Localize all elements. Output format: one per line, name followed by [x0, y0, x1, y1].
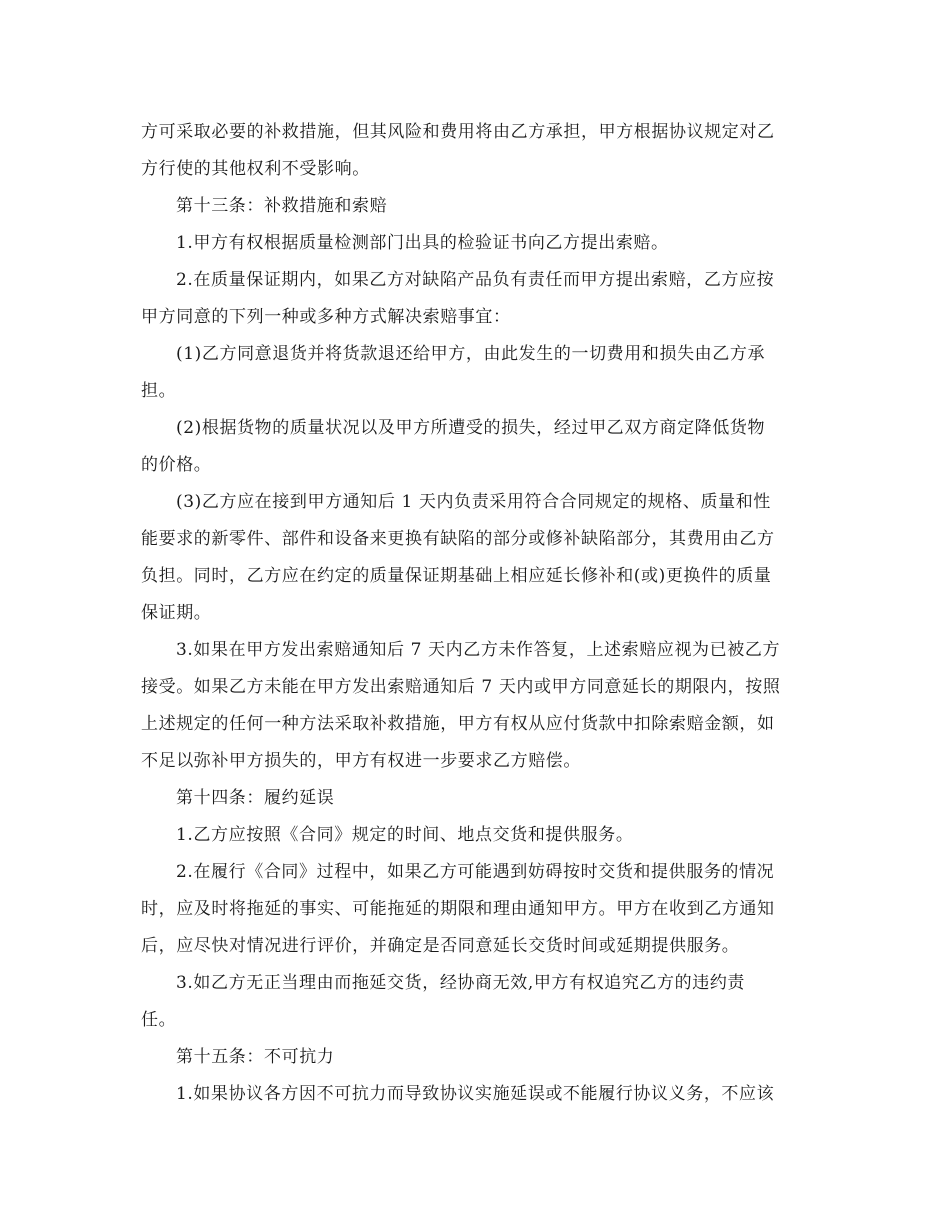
- paragraph-line: (1)乙方同意退货并将货款退还给甲方，由此发生的一切费用和损失由乙方承: [176, 344, 766, 364]
- paragraph-line: 能要求的新零件、部件和设备来更换有缺陷的部分或修补缺陷部分，其费用由乙方: [141, 529, 775, 549]
- paragraph-line: (3)乙方应在接到甲方通知后 1 天内负责采用符合合同规定的规格、质量和性: [176, 492, 771, 512]
- paragraph-line: 任。: [141, 1010, 177, 1030]
- paragraph-line: 负担。同时，乙方应在约定的质量保证期基础上相应延长修补和(或)更换件的质量: [141, 566, 772, 586]
- paragraph-line: 甲方同意的下列一种或多种方式解决索赔事宜：: [141, 307, 511, 327]
- section-heading: 第十三条：补救措施和索赔: [176, 196, 388, 216]
- section-heading: 第十五条：不可抗力: [176, 1047, 335, 1067]
- paragraph-line: 后，应尽快对情况进行评价，并确定是否同意延长交货时间或延期提供服务。: [141, 936, 740, 956]
- paragraph-line: 1.如果协议各方因不可抗力而导致协议实施延误或不能履行协议义务，不应该: [176, 1084, 775, 1104]
- paragraph-line: 保证期。: [141, 603, 212, 623]
- paragraph-line: 3.如果在甲方发出索赔通知后 7 天内乙方未作答复，上述索赔应视为已被乙方: [176, 640, 781, 660]
- paragraph-line: 方行使的其他权利不受影响。: [141, 159, 370, 179]
- paragraph-line: (2)根据货物的质量状况以及甲方所遭受的损失，经过甲乙双方商定降低货物: [176, 418, 766, 438]
- paragraph-line: 上述规定的任何一种方法采取补救措施，甲方有权从应付货款中扣除索赔金额，如: [141, 714, 775, 734]
- paragraph-line: 担。: [141, 381, 177, 401]
- paragraph-line: 2.在质量保证期内，如果乙方对缺陷产品负有责任而甲方提出索赔，乙方应按: [176, 270, 775, 290]
- document-body: [141, 114, 813, 1113]
- section-heading: 第十四条：履约延误: [176, 788, 335, 808]
- paragraph-line: 的价格。: [141, 455, 212, 475]
- paragraph-line: 1.甲方有权根据质量检测部门出具的检验证书向乙方提出索赔。: [176, 233, 669, 253]
- paragraph-line: 方可采取必要的补救措施，但其风险和费用将由乙方承担，甲方根据协议规定对乙: [141, 122, 775, 142]
- paragraph-line: 时，应及时将拖延的事实、可能拖延的期限和理由通知甲方。甲方在收到乙方通知: [141, 899, 775, 919]
- paragraph-line: 1.乙方应按照《合同》规定的时间、地点交货和提供服务。: [176, 825, 634, 845]
- paragraph-line: 不足以弥补甲方损失的，甲方有权进一步要求乙方赔偿。: [141, 751, 581, 771]
- paragraph-line: 2.在履行《合同》过程中，如果乙方可能遇到妨碍按时交货和提供服务的情况: [176, 862, 775, 882]
- paragraph-line: 3.如乙方无正当理由而拖延交货，经协商无效,甲方有权追究乙方的违约责: [176, 973, 746, 993]
- paragraph-line: 接受。如果乙方未能在甲方发出索赔通知后 7 天内或甲方同意延长的期限内，按照: [141, 677, 781, 697]
